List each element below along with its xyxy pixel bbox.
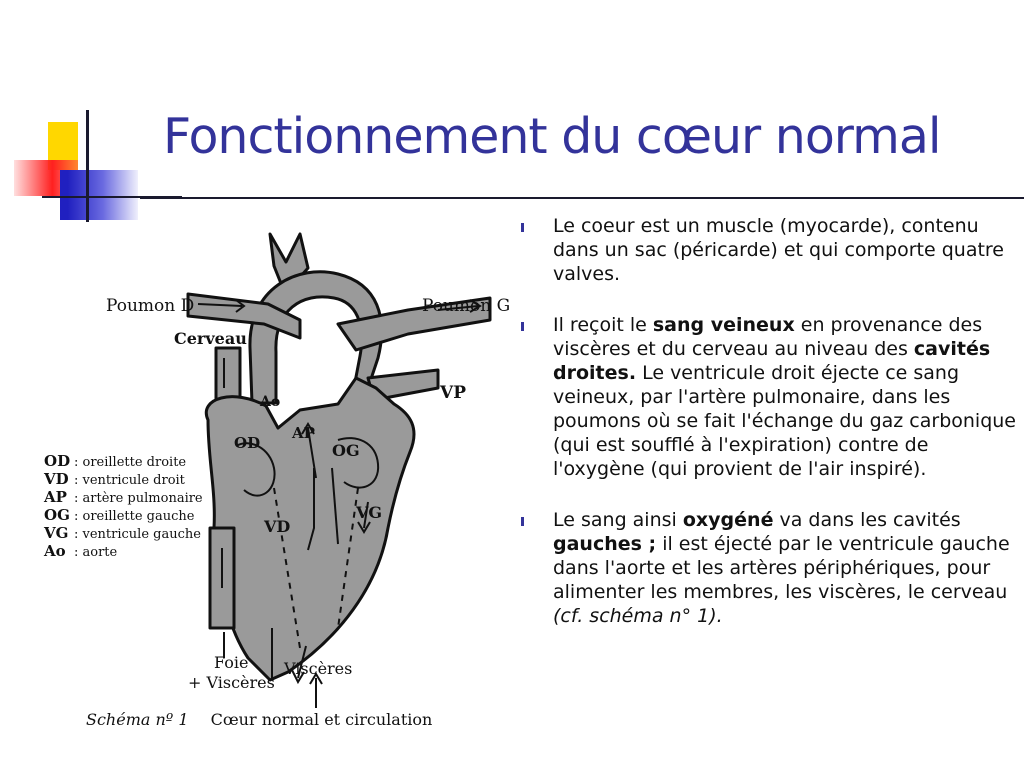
label-og: OG (332, 441, 360, 460)
legend-row (44, 471, 203, 489)
legend-row (44, 507, 203, 525)
legend-abbr: AP (44, 488, 67, 506)
bullet-text: sang veineux (652, 314, 795, 336)
bullet-text: oxygéné (682, 509, 774, 531)
label-poumon-g: Poumon G (422, 296, 511, 316)
legend-abbr: VD (44, 470, 69, 488)
legend-text: : artère pulmonaire (74, 491, 203, 506)
diagram-legend (44, 453, 203, 561)
bullet-text: cavités droites. (553, 338, 991, 384)
legend-text: : oreillette droite (74, 455, 187, 470)
bullet-marker-icon (521, 517, 524, 526)
label-vp: VP (440, 383, 466, 403)
legend-text: : ventricule gauche (74, 527, 201, 542)
legend-row (44, 525, 203, 543)
label-poumon-d: Poumon D (106, 296, 195, 316)
bullet-item (518, 508, 1018, 628)
legend-abbr: OG (44, 506, 70, 524)
slide-title: Fonctionnement du cœur normal (163, 108, 941, 165)
legend-text: : ventricule droit (74, 473, 185, 488)
title-underline (140, 197, 1024, 199)
deco-blue-square (60, 170, 138, 220)
legend-row (44, 489, 203, 507)
bullet-item (518, 214, 1018, 286)
label-visceres: Viscères (284, 659, 353, 678)
legend-text: : oreillette gauche (74, 509, 195, 524)
bullet-item (518, 313, 1018, 481)
label-vg: VG (356, 503, 383, 522)
label-foie: Foie (214, 653, 249, 672)
label-ap: AP (292, 424, 315, 442)
label-cerveau: Cerveau (174, 329, 247, 348)
legend-row (44, 453, 203, 471)
bullet-text: Le sang ainsi (553, 509, 683, 531)
caption-text: Cœur normal et circulation (210, 710, 433, 729)
deco-vertical-line (86, 110, 89, 222)
label-od: OD (234, 434, 261, 452)
bullet-text: en provenance des viscères et du cerveau au niveau des (553, 314, 983, 360)
bullet-marker-icon (521, 322, 524, 331)
label-vd: VD (264, 517, 291, 536)
diagram-caption (86, 710, 432, 729)
caption-number: Schéma nº 1 (86, 710, 189, 729)
bullet-text: (cf. schéma n° 1). (553, 605, 723, 627)
bullet-marker-icon (521, 223, 524, 232)
legend-text: : aorte (74, 545, 118, 560)
legend-abbr: OD (44, 452, 71, 470)
label-plus-visceres: + Viscères (188, 673, 275, 692)
bullet-text: il est éjecté par le ventricule gauche dans l'aorte et les artères périphériques, pour alimenter les membres, les viscères, le cerveau (553, 533, 1010, 603)
logo-decoration (0, 100, 150, 230)
bullet-text: Le coeur est un muscle (myocarde), contenu dans un sac (péricarde) et qui comporte quatre valves. (553, 215, 1004, 285)
bullet-text: Le ventricule droit éjecte ce sang veineux, par l'artère pulmonaire, dans les poumons où se fait l'échange du gaz carbonique (qui est soufflé à l'expiration) contre de l'oxygène (qui provient de l'air inspiré). (553, 362, 1016, 480)
bullet-text: va dans les cavités (773, 509, 961, 531)
label-ao: Ao (260, 394, 281, 410)
bullet-list (518, 214, 1018, 655)
bullet-text: gauches ; (553, 533, 657, 555)
legend-row (44, 543, 203, 561)
bullet-text: Il reçoit le (553, 314, 653, 336)
legend-abbr: VG (44, 524, 69, 542)
legend-abbr: Ao (44, 542, 66, 560)
